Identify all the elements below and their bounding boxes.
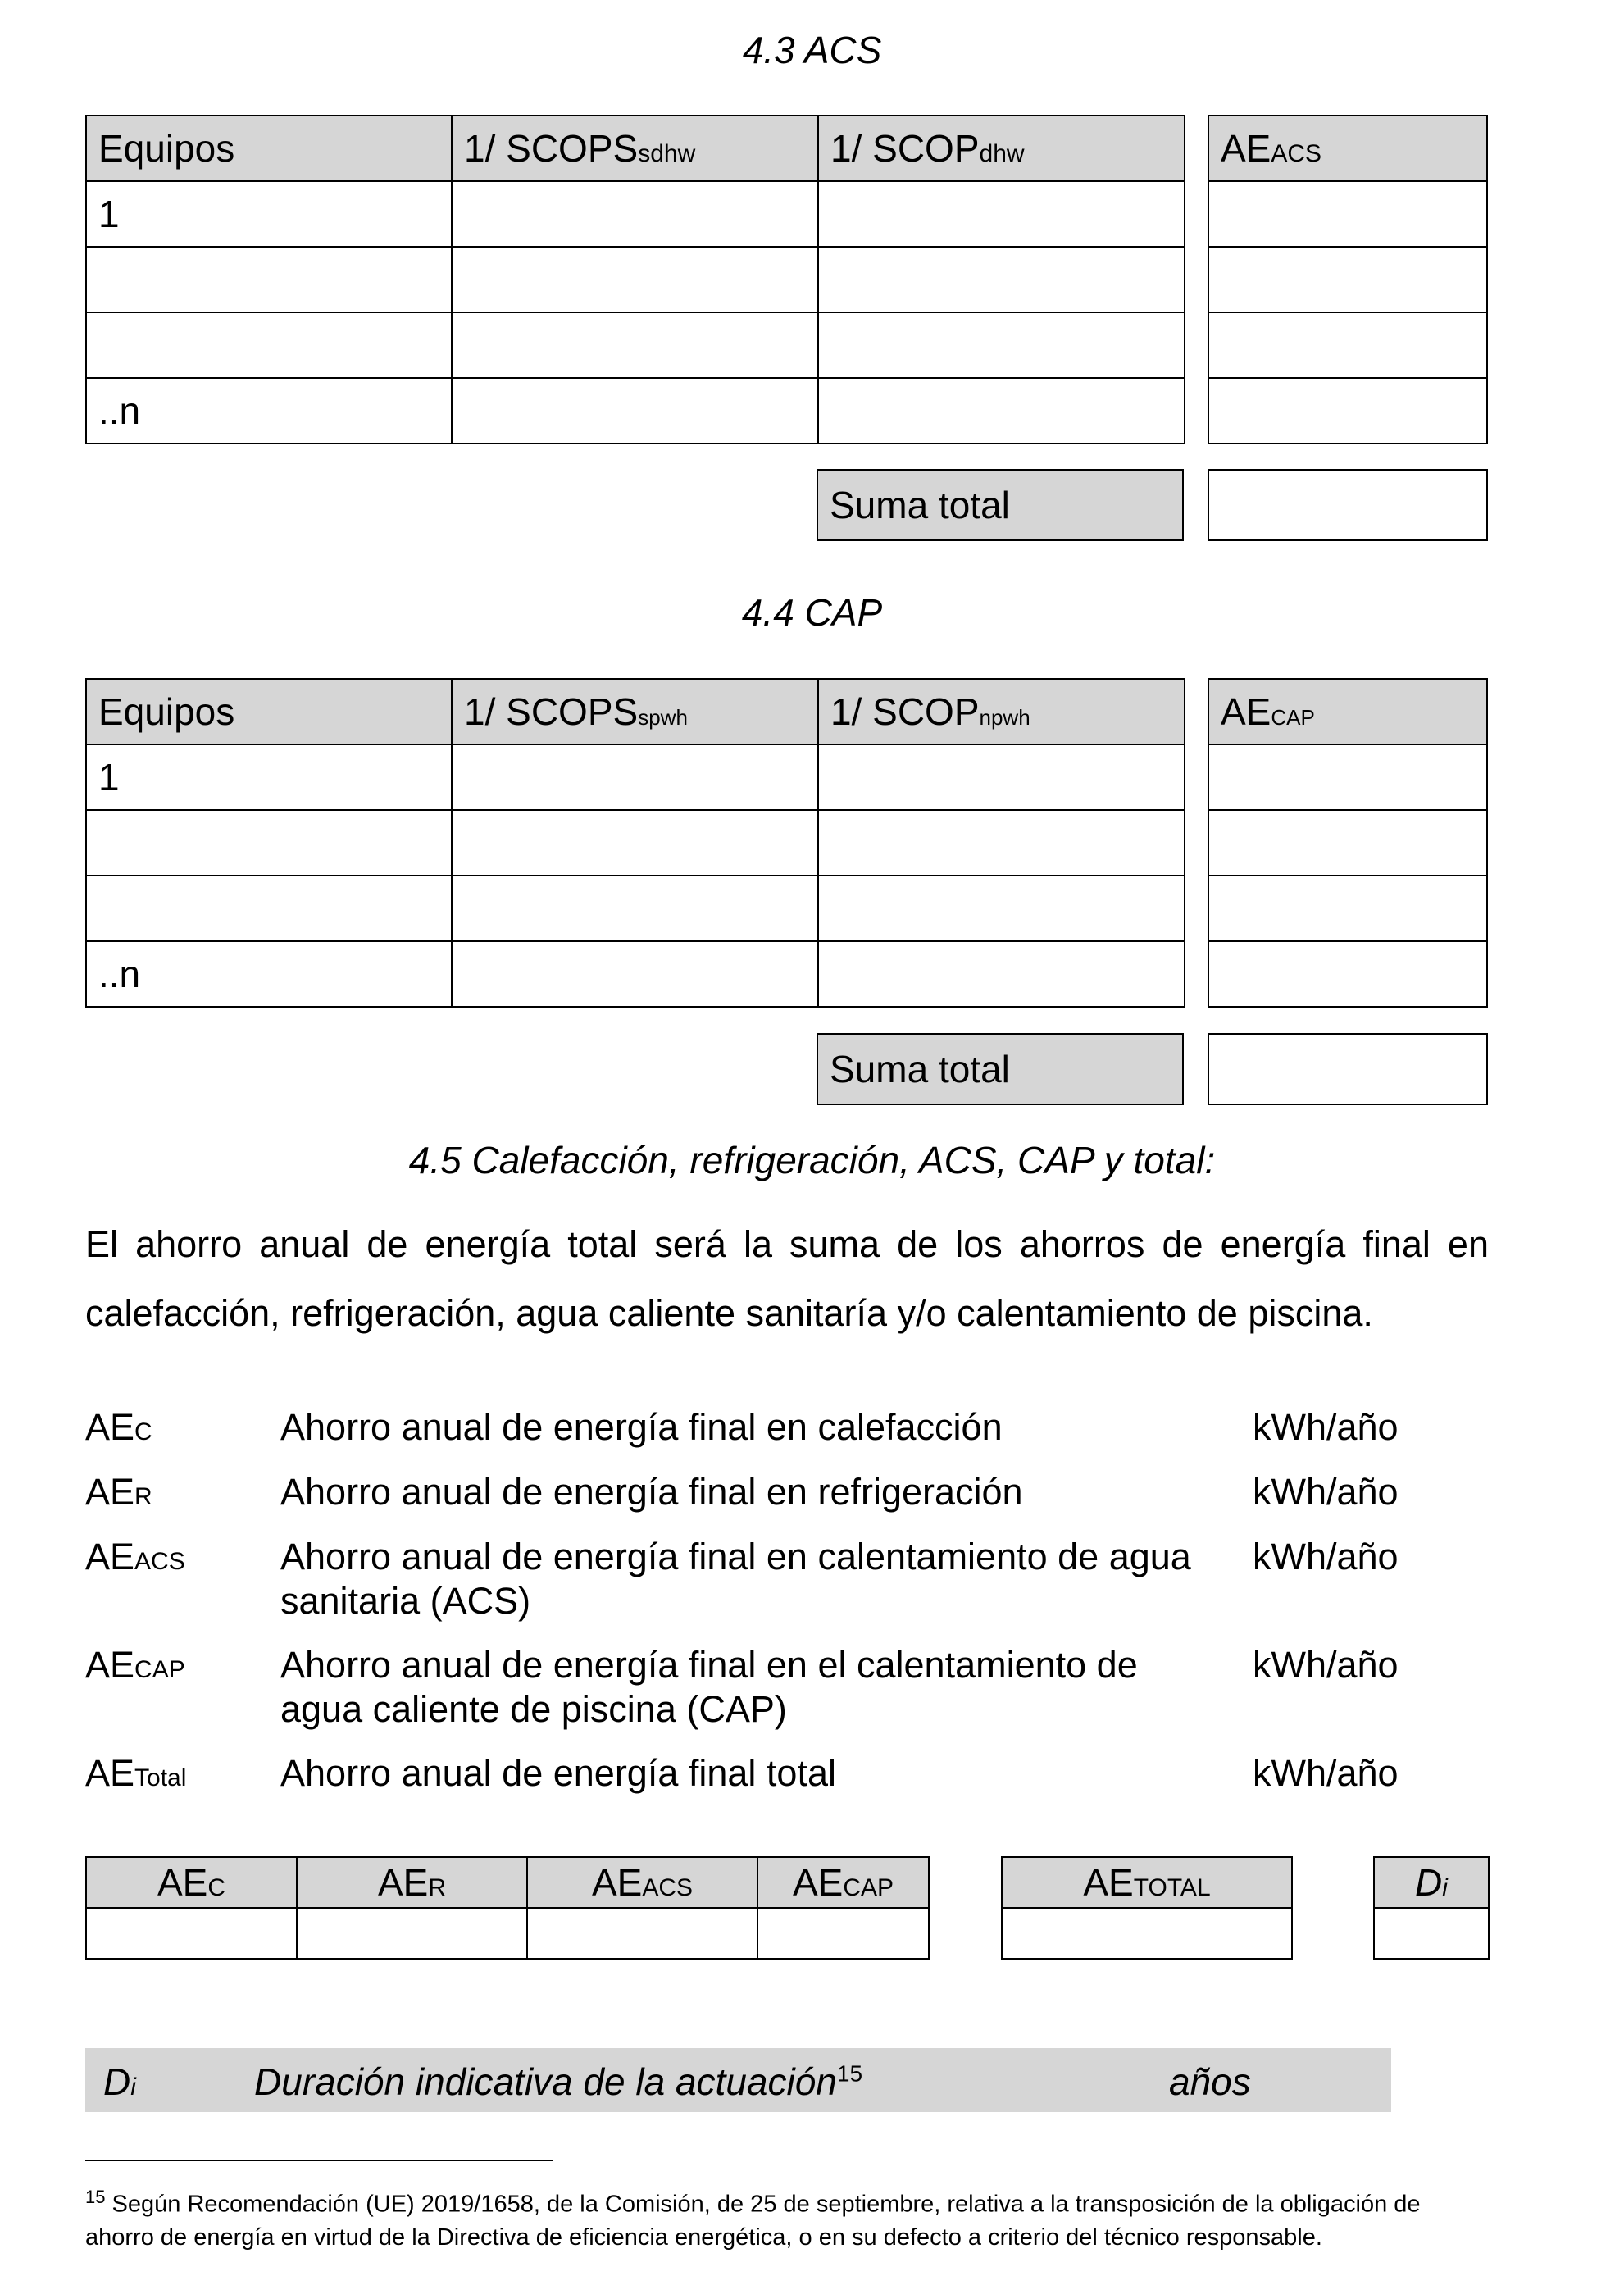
cap-sum-label: Suma total xyxy=(817,1034,1183,1104)
ae-cap-value[interactable] xyxy=(757,1908,929,1959)
acs-ae-table xyxy=(1208,115,1488,444)
table-cell[interactable] xyxy=(452,876,818,941)
definition-text: Ahorro anual de energía final en calentamiento de agua xyxy=(280,1536,1191,1577)
table-cell[interactable] xyxy=(452,378,818,444)
acs-ae-cell[interactable] xyxy=(1208,247,1487,312)
cap-sum-value[interactable] xyxy=(1208,1034,1487,1104)
definition-text: Ahorro anual de energía final en calefacción xyxy=(280,1406,1003,1448)
duration-text: Duración indicativa de la actuación$^{15}$ xyxy=(254,2060,863,2103)
table-cell[interactable] xyxy=(452,744,818,810)
table-row xyxy=(86,810,1185,876)
ae-cap-header: AECAP xyxy=(757,1857,929,1908)
cap-col-scops: 1/ SCOPSspwh xyxy=(452,679,818,744)
ae-r-value[interactable] xyxy=(297,1908,527,1959)
definition-text: sanitaria (ACS) xyxy=(280,1580,531,1622)
table-cell[interactable] xyxy=(818,378,1185,444)
table-cell[interactable] xyxy=(86,247,452,312)
acs-col-scops: 1/ SCOPSsdhw xyxy=(452,116,818,181)
definition-symbol: AEACS xyxy=(85,1536,185,1577)
ae-total-table xyxy=(1001,1856,1293,1960)
table-cell[interactable] xyxy=(818,312,1185,378)
footnote-number: 15 xyxy=(85,2187,106,2207)
table-cell[interactable] xyxy=(452,181,818,247)
cap-ae-cell[interactable] xyxy=(1208,810,1487,876)
table-row xyxy=(86,312,1185,378)
acs-col-equipos: Equipos xyxy=(86,116,452,181)
table-row xyxy=(86,744,1185,810)
table-row xyxy=(86,378,1185,444)
definition-text: Ahorro anual de energía final en refrigeración xyxy=(280,1471,1023,1513)
table-cell[interactable] xyxy=(452,810,818,876)
section-45-title: 4.5 Calefacción, refrigeración, ACS, CAP y total: xyxy=(408,1139,1216,1181)
duration-bar xyxy=(85,2048,1391,2112)
footnote-text: Según Recomendación (UE) 2019/1658, de la Comisión, de 25 de septiembre, relativa a la transposición de la obligación de ahorro de energía en virtud de la Directiva de eficiencia energética, o en su defecto a criterio del técnico responsable. xyxy=(85,2191,1421,2251)
footnote-ref[interactable]: 15 xyxy=(836,2060,863,2087)
di-header: Di xyxy=(1374,1857,1489,1908)
definition-symbol: AECAP xyxy=(85,1644,185,1686)
table-cell[interactable] xyxy=(452,312,818,378)
summary-paragraph: El ahorro anual de energía total será la suma de los ahorros de energía final en calefacción, refrigeración, agua caliente sanitaría y/o calentamiento de piscina. xyxy=(85,1223,1489,1334)
duration-symbol: Di xyxy=(103,2060,136,2103)
acs-sum-label: Suma total xyxy=(817,470,1183,540)
footnote xyxy=(85,2181,1495,2254)
table-cell[interactable]: ..n xyxy=(86,378,452,444)
cap-equipment-table xyxy=(85,678,1185,1008)
acs-col-scop: 1/ SCOPdhw xyxy=(818,116,1185,181)
table-cell[interactable] xyxy=(818,876,1185,941)
section-43-title: 4.3 ACS xyxy=(742,29,882,71)
di-value[interactable] xyxy=(1374,1908,1489,1959)
definition-unit: kWh/año xyxy=(1253,1644,1399,1686)
definition-unit: kWh/año xyxy=(1253,1406,1399,1448)
definition-unit: kWh/año xyxy=(1253,1752,1399,1794)
table-cell[interactable]: 1 xyxy=(86,181,452,247)
table-cell[interactable] xyxy=(86,810,452,876)
cap-sum-label-box xyxy=(817,1033,1184,1105)
ae-total-value[interactable] xyxy=(1002,1908,1292,1959)
table-cell[interactable] xyxy=(818,941,1185,1007)
acs-ae-cell[interactable] xyxy=(1208,312,1487,378)
cap-ae-cell[interactable] xyxy=(1208,941,1487,1007)
ae-total-header: AETOTAL xyxy=(1002,1857,1292,1908)
definition-symbol: AER xyxy=(85,1471,152,1513)
ae-acs-header: AEACS xyxy=(527,1857,757,1908)
cap-ae-cell[interactable] xyxy=(1208,876,1487,941)
table-cell[interactable]: 1 xyxy=(86,744,452,810)
table-cell[interactable] xyxy=(818,247,1185,312)
acs-sum-value[interactable] xyxy=(1208,470,1487,540)
ae-r-header: AER xyxy=(297,1857,527,1908)
table-cell[interactable] xyxy=(86,312,452,378)
di-table xyxy=(1373,1856,1490,1960)
table-cell[interactable] xyxy=(86,876,452,941)
definition-unit: kWh/año xyxy=(1253,1536,1399,1577)
acs-sum-label-box xyxy=(817,469,1184,541)
table-row xyxy=(86,247,1185,312)
definition-symbol: AEC xyxy=(85,1406,152,1448)
cap-sum-value-box xyxy=(1208,1033,1488,1105)
table-cell[interactable] xyxy=(452,247,818,312)
acs-ae-header: AEACS xyxy=(1208,116,1487,181)
table-cell[interactable]: ..n xyxy=(86,941,452,1007)
cap-ae-table xyxy=(1208,678,1488,1008)
table-row xyxy=(86,941,1185,1007)
ae-c-header: AEC xyxy=(86,1857,297,1908)
ae-c-value[interactable] xyxy=(86,1908,297,1959)
cap-col-equipos: Equipos xyxy=(86,679,452,744)
footnote-divider xyxy=(85,2160,553,2161)
table-cell[interactable] xyxy=(818,810,1185,876)
definition-unit: kWh/año xyxy=(1253,1471,1399,1513)
ae-summary-table xyxy=(85,1856,930,1960)
table-row xyxy=(86,181,1185,247)
definition-symbol: AETotal xyxy=(85,1752,187,1794)
acs-equipment-table xyxy=(85,115,1185,444)
definition-text: agua caliente de piscina (CAP) xyxy=(280,1688,787,1730)
acs-ae-cell[interactable] xyxy=(1208,378,1487,444)
table-cell[interactable] xyxy=(818,744,1185,810)
table-cell[interactable] xyxy=(452,941,818,1007)
definition-text: Ahorro anual de energía final en el calentamiento de xyxy=(280,1644,1138,1686)
ae-acs-value[interactable] xyxy=(527,1908,757,1959)
definition-text: Ahorro anual de energía final total xyxy=(280,1752,836,1794)
table-row xyxy=(86,876,1185,941)
cap-ae-cell[interactable] xyxy=(1208,744,1487,810)
duration-unit: años xyxy=(1169,2060,1251,2103)
table-cell[interactable] xyxy=(818,181,1185,247)
section-44-title: 4.4 CAP xyxy=(741,591,883,634)
cap-ae-header: AECAP xyxy=(1208,679,1487,744)
acs-ae-cell[interactable] xyxy=(1208,181,1487,247)
acs-sum-value-box xyxy=(1208,469,1488,541)
cap-col-scop: 1/ SCOPnpwh xyxy=(818,679,1185,744)
